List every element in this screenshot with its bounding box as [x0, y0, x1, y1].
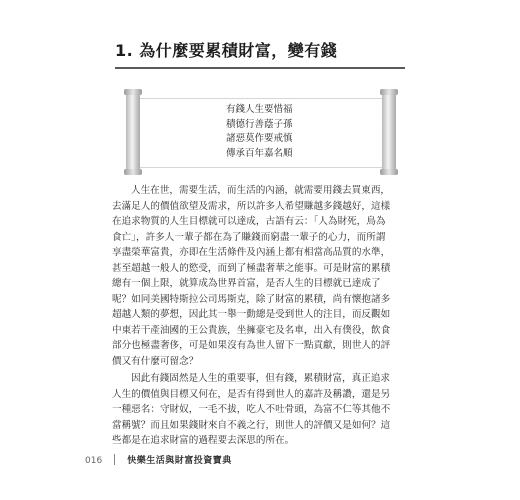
- text-line: 一種惡名：守財奴，一毛不拔，吃人不吐骨頭，為富不仁等其他不: [112, 404, 391, 415]
- text-line: 呢？如同美國特斯拉公司馬斯克，除了財富的累積，尚有懷抱諸多: [112, 293, 391, 305]
- chapter-title: 1. 為什麼要累積財富，變有錢: [115, 41, 338, 60]
- scroll-left-rod: [126, 92, 140, 172]
- page-footer: [85, 453, 232, 466]
- poem-line: 有錢人生要惜福: [226, 104, 293, 115]
- poem-verse: [226, 103, 293, 161]
- text-line: 去滿足人的價值欲望及需求，所以許多人希望賺越多錢越好，這樣: [112, 200, 391, 212]
- text-line: 在追求物質的人生目標就可以達成，古語有云：「人為財死，鳥為: [112, 216, 386, 227]
- title-underline: [115, 67, 405, 69]
- text-line: 超越人類的夢想，因此其一舉一動總是受到世人的注目，而反觀如: [112, 309, 391, 320]
- text-line: 人生的價值與目標又何在，是否有得到世人的嘉許及稱讚，還是另: [112, 388, 391, 400]
- paragraph-1: [112, 183, 408, 369]
- text-line: 當稱號？而且如果錢財來自不義之行，則世人的評價又是如何？這: [112, 419, 391, 431]
- text-line: 中東若干產油國的王公貴族，坐擁豪宅及名車，出入有僕役，飲食: [112, 324, 391, 336]
- text-line: 些都是在追求財富的過程要去深思的所在。: [112, 435, 295, 446]
- scroll-right-rod: [382, 92, 396, 172]
- footer-divider: [114, 454, 115, 465]
- poem-line: 傳承百年嘉名順: [226, 147, 293, 159]
- page-number: 016: [85, 456, 103, 466]
- body-text: [112, 183, 408, 449]
- book-title: 快樂生活與財富投資寶典: [127, 456, 232, 466]
- text-line: 部分也極盡奢侈，可是如果沒有為世人留下一點貢獻，則世人的評: [112, 340, 391, 351]
- poem-line: 諸惡莫作要戒慎: [226, 133, 293, 144]
- paragraph-2: [112, 371, 408, 449]
- text-line: 食亡」，許多人一輩子都在為了賺錢而窮盡一輩子的心力，而所謂: [112, 231, 386, 243]
- text-line: 價又有什麼可留念？: [112, 355, 199, 367]
- text-line: 因此有錢固然是人生的重要事，但有錢，累積財富，真正追求: [131, 373, 391, 384]
- poem-line: 積德行善蔭子孫: [226, 118, 293, 130]
- text-line: 總有一個上限，就算成為世界首富，是否人生的目標就已達成了: [112, 278, 381, 289]
- text-line: 甚至超越一般人的慾受，而到了極盡奢華之能事。可是財富的累積: [112, 262, 391, 274]
- text-line: 人生在世，需要生活，而生活的內涵，就需要用錢去買東西，: [131, 185, 391, 196]
- text-line: 享盡榮華富貴，亦即在生活條件及內涵上都有相當高品質的水準，: [112, 247, 391, 258]
